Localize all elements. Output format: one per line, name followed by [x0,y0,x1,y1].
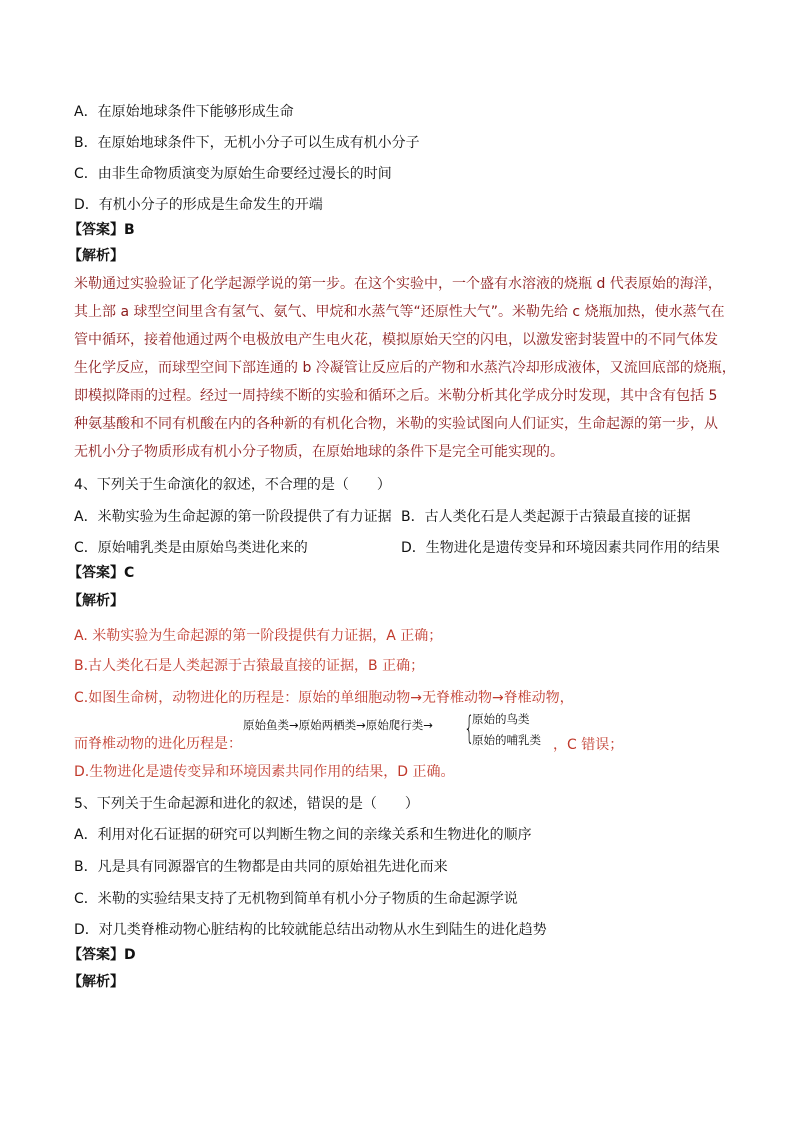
q4-analysis-b: B.古人类化石是人类起源于古猿最直接的证据，B 正确； [74,658,425,674]
q5-answer: 【答案】D [68,947,136,963]
prev-analysis-label: 【解析】 [68,248,124,264]
q4-option-d: D．生物进化是遗传变异和环境因素共同作用的结果 [401,540,720,556]
q4-stem: 4、下列关于生命演化的叙述，不合理的是（ ） [74,477,391,493]
q4-analysis-label: 【解析】 [68,593,124,609]
q5-stem: 5、下列关于生命起源和进化的叙述，错误的是（ ） [74,796,419,812]
prev-analysis-line: 即模拟降雨的过程。经过一周持续不断的实验和循环之后。米勒分析其化学成分时发现，其中含有包括 5 [74,388,718,404]
brace-icon: { [464,709,475,747]
q4-option-a: A．米勒实验为生命起源的第一阶段提供了有力证据 [74,509,392,525]
prev-analysis-line: 无机小分子物质形成有机小分子物质，在原始地球的条件下是完全可能实现的。 [74,444,564,460]
q5-option-c: C．米勒的实验结果支持了无机物到简单有机小分子物质的生命起源学说 [74,891,518,907]
q4-analysis-c-tail: ，C 错误； [553,737,624,753]
prev-option-a: A．在原始地球条件下能够形成生命 [74,104,294,120]
prev-analysis-line: 种氨基酸和不同有机酸在内的各种新的有机化合物，米勒的实验试图向人们证实，生命起源的第一步，从 [74,416,718,432]
evolution-chain: 原始鱼类→原始两栖类→原始爬行类→ [243,718,433,732]
prev-option-d: D．有机小分子的形成是生命发生的开端 [74,197,323,213]
prev-analysis-line: 生化学反应，而球型空间下部连通的 b 冷凝管让反应后的产物和水蒸汽冷却形成液体，又流回底部的烧瓶， [74,360,736,376]
diagram-branch-mammals: 原始的哺乳类 [472,733,541,747]
q5-option-d: D．对几类脊椎动物心脏结构的比较就能总结出动物从水生到陆生的进化趋势 [74,922,547,938]
diagram-branch-birds: 原始的鸟类 [472,712,530,726]
q4-analysis-d: D.生物进化是遗传变异和环境因素共同作用的结果，D 正确。 [74,764,455,780]
q5-option-b: B．凡是具有同源器官的生物都是由共同的原始祖先进化而来 [74,859,448,875]
q4-analysis-c2: 而脊椎动物的进化历程是： [74,736,242,752]
prev-option-c: C．由非生命物质演变为原始生命要经过漫长的时间 [74,166,392,182]
prev-analysis-line: 其上部 a 球型空间里含有氢气、氨气、甲烷和水蒸气等“还原性大气”。米勒先给 c 烧瓶加热，使水蒸气在 [74,304,725,320]
prev-option-b: B．在原始地球条件下，无机小分子可以生成有机小分子 [74,135,420,151]
prev-answer: 【答案】B [68,222,135,238]
q4-answer: 【答案】C [68,565,135,581]
q4-option-b: B．古人类化石是人类起源于古猿最直接的证据 [401,509,691,525]
prev-analysis-line: 米勒通过实验验证了化学起源学说的第一步。在这个实验中，一个盛有水溶液的烧瓶 d 代表原始的海洋， [74,276,722,292]
prev-analysis-line: 管中循环，接着他通过两个电极放电产生电火花，模拟原始天空的闪电，以激发密封装置中的不同气体发 [74,332,718,348]
q4-analysis-a: A. 米勒实验为生命起源的第一阶段提供有力证据，A 正确； [74,628,443,644]
q4-option-c: C．原始哺乳类是由原始鸟类进化来的 [74,540,308,556]
q4-analysis-c: C.如图生命树，动物进化的历程是：原始的单细胞动物→无脊椎动物→脊椎动物， [74,690,574,706]
q5-option-a: A．利用对化石证据的研究可以判断生物之间的亲缘关系和生物进化的顺序 [74,827,532,843]
q5-analysis-label: 【解析】 [68,974,124,990]
